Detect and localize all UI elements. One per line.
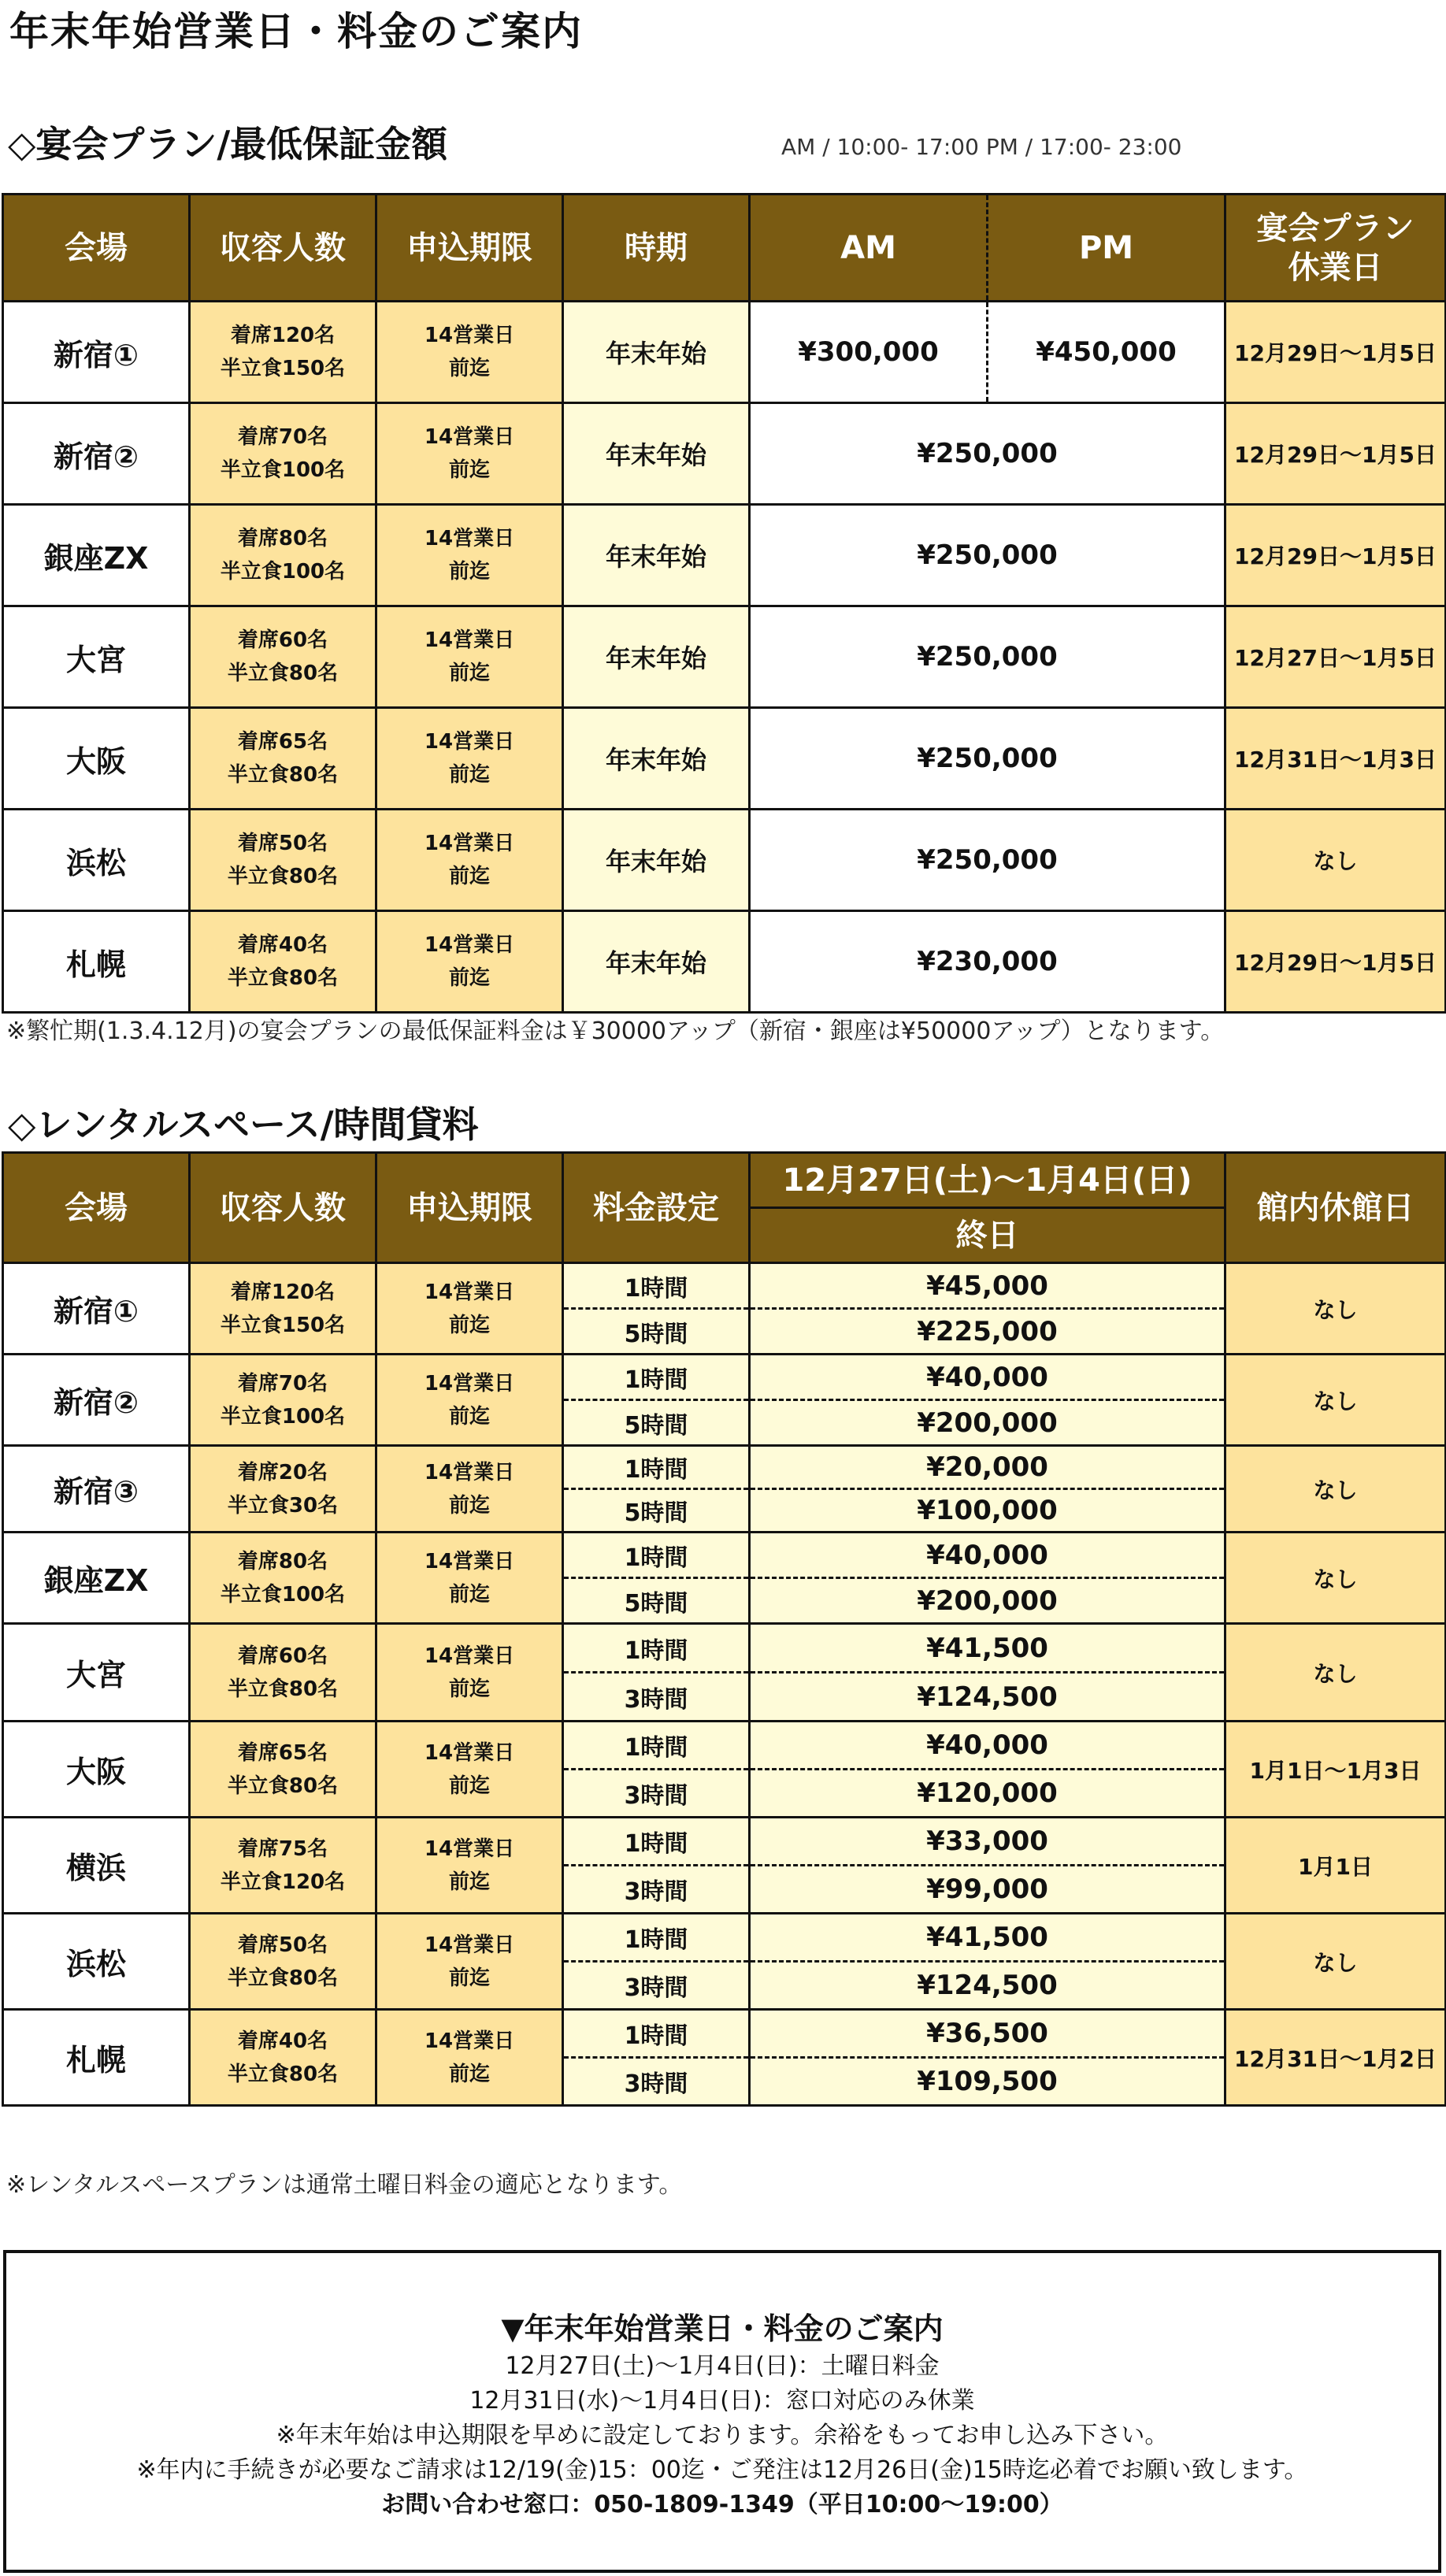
deadline-line1: 14営業日	[424, 1371, 515, 1395]
fee-price: ¥225,000	[750, 1309, 1225, 1355]
fee-duration: 3時間	[563, 1866, 750, 1914]
fee-price: ¥200,000	[750, 1578, 1225, 1624]
deadline-cell	[376, 1533, 563, 1624]
pm-price: ¥450,000	[988, 302, 1225, 403]
deadline-cell	[376, 1624, 563, 1722]
info-line-1: 12月27日(土)〜1月4日(日)：土曜日料金	[505, 2352, 940, 2380]
fee-duration: 1時間	[563, 1263, 750, 1309]
deadline-line1: 14営業日	[424, 628, 515, 652]
capacity-line1: 着席50名	[237, 832, 328, 855]
col-pm: PM	[988, 195, 1225, 302]
deadline-line1: 14営業日	[424, 1837, 515, 1861]
deadline-cell	[376, 1818, 563, 1914]
am-price: ¥300,000	[750, 302, 988, 403]
info-title: ▼年末年始営業日・料金のご案内	[501, 2311, 944, 2346]
capacity-line2: 半立食80名	[227, 966, 339, 990]
deadline-line1: 14営業日	[424, 1549, 515, 1573]
venue-name: 新宿①	[3, 1263, 190, 1355]
deadline-line2: 前迄	[448, 1404, 490, 1429]
venue-name: 大宮	[3, 606, 190, 708]
fee-price: ¥124,500	[750, 1962, 1225, 2010]
fee-duration: 1時間	[563, 1446, 750, 1489]
banquet-holiday: 12月29日〜1月5日	[1225, 302, 1446, 403]
col-period: 時期	[563, 195, 750, 302]
rcol-deadline: 申込期限	[376, 1153, 563, 1263]
rcol-venue: 会場	[3, 1153, 190, 1263]
deadline-cell	[376, 1722, 563, 1818]
info-box	[3, 2250, 1441, 2573]
rental-row	[3, 1914, 1446, 1962]
venue-name: 大宮	[3, 1624, 190, 1722]
rental-row	[3, 1624, 1446, 1673]
fee-duration: 1時間	[563, 1533, 750, 1578]
deadline-line2: 前迄	[448, 1774, 490, 1798]
fee-duration: 5時間	[563, 1578, 750, 1624]
deadline-line1: 14営業日	[424, 730, 515, 754]
deadline-line1: 14営業日	[424, 1460, 515, 1484]
capacity-line1: 着席65名	[237, 730, 328, 754]
capacity-line1: 着席50名	[237, 1933, 328, 1957]
capacity-line2: 半立食80名	[227, 1677, 339, 1701]
page-title: 年末年始営業日・料金のご案内	[9, 9, 583, 54]
deadline-line2: 前迄	[448, 1582, 490, 1607]
rental-closed: 1月1日	[1225, 1818, 1446, 1914]
capacity-line2: 半立食100名	[220, 560, 346, 584]
fee-price: ¥36,500	[750, 2010, 1225, 2058]
capacity-line1: 着席60名	[237, 628, 328, 652]
banquet-header-row	[3, 195, 1446, 302]
rental-row	[3, 2010, 1446, 2058]
capacity-line2: 半立食80名	[227, 865, 339, 888]
venue-name: 銀座ZX	[3, 505, 190, 606]
capacity-line1: 着席20名	[237, 1460, 328, 1484]
banquet-holiday: 12月29日〜1月5日	[1225, 505, 1446, 606]
period-cell: 年末年始	[563, 810, 750, 911]
deadline-line2: 前迄	[448, 1313, 490, 1337]
fee-duration: 1時間	[563, 2010, 750, 2058]
deadline-line2: 前迄	[448, 966, 490, 990]
capacity-cell	[190, 403, 376, 505]
deadline-cell	[376, 2010, 563, 2106]
period-cell: 年末年始	[563, 708, 750, 810]
venue-name: 浜松	[3, 810, 190, 911]
rental-row	[3, 1446, 1446, 1489]
banquet-row	[3, 911, 1446, 1013]
deadline-line1: 14営業日	[424, 832, 515, 855]
capacity-line2: 半立食150名	[220, 1313, 346, 1337]
fee-duration: 1時間	[563, 1722, 750, 1770]
capacity-line1: 着席65名	[237, 1740, 328, 1765]
venue-name: 大阪	[3, 1722, 190, 1818]
capacity-line2: 半立食100名	[220, 1582, 346, 1607]
capacity-line1: 着席40名	[237, 933, 328, 957]
deadline-cell	[376, 403, 563, 505]
rental-closed: なし	[1225, 1533, 1446, 1624]
fee-price: ¥45,000	[750, 1263, 1225, 1309]
fee-duration: 1時間	[563, 1355, 750, 1400]
deadline-cell	[376, 1263, 563, 1355]
fee-price: ¥200,000	[750, 1400, 1225, 1446]
fee-duration: 1時間	[563, 1624, 750, 1673]
venue-name: 横浜	[3, 1818, 190, 1914]
banquet-holiday: 12月31日〜1月3日	[1225, 708, 1446, 810]
banquet-row	[3, 505, 1446, 606]
venue-name: 新宿③	[3, 1446, 190, 1533]
capacity-cell	[190, 810, 376, 911]
col-holiday-line1: 宴会プラン	[1256, 209, 1414, 246]
fee-duration: 5時間	[563, 1489, 750, 1533]
deadline-cell	[376, 911, 563, 1013]
venue-name: 札幌	[3, 911, 190, 1013]
fee-price: ¥33,000	[750, 1818, 1225, 1866]
fee-duration: 1時間	[563, 1818, 750, 1866]
capacity-line1: 着席120名	[230, 324, 336, 347]
deadline-cell	[376, 505, 563, 606]
capacity-cell	[190, 302, 376, 403]
min-price: ¥250,000	[750, 606, 1225, 708]
rental-closed: 12月31日〜1月2日	[1225, 2010, 1446, 2106]
fee-duration: 3時間	[563, 1770, 750, 1818]
period-cell: 年末年始	[563, 911, 750, 1013]
fee-price: ¥109,500	[750, 2058, 1225, 2106]
capacity-line2: 半立食80名	[227, 2062, 339, 2086]
deadline-line1: 14営業日	[424, 527, 515, 550]
capacity-cell	[190, 1722, 376, 1818]
fee-price: ¥40,000	[750, 1355, 1225, 1400]
capacity-cell	[190, 911, 376, 1013]
deadline-line2: 前迄	[448, 662, 490, 685]
rental-row	[3, 1533, 1446, 1578]
deadline-line2: 前迄	[448, 865, 490, 888]
col-am: AM	[750, 195, 988, 302]
deadline-line2: 前迄	[448, 2062, 490, 2086]
deadline-cell	[376, 708, 563, 810]
capacity-cell	[190, 606, 376, 708]
rental-closed: なし	[1225, 1914, 1446, 2010]
rental-closed: なし	[1225, 1624, 1446, 1722]
capacity-line1: 着席70名	[237, 425, 328, 449]
deadline-line1: 14営業日	[424, 933, 515, 957]
venue-name: 浜松	[3, 1914, 190, 2010]
fee-price: ¥100,000	[750, 1489, 1225, 1533]
info-contact: お問い合わせ窓口：050-1809-1349（平日10:00〜19:00）	[381, 2491, 1063, 2519]
capacity-line2: 半立食30名	[227, 1493, 339, 1518]
fee-duration: 5時間	[563, 1400, 750, 1446]
col-holiday	[1225, 195, 1446, 302]
capacity-line2: 半立食80名	[227, 1774, 339, 1798]
deadline-line2: 前迄	[448, 1677, 490, 1701]
deadline-line1: 14営業日	[424, 425, 515, 449]
deadline-line1: 14営業日	[424, 1280, 515, 1304]
capacity-cell	[190, 1263, 376, 1355]
capacity-line1: 着席120名	[230, 1280, 336, 1304]
rental-header-row-1	[3, 1153, 1446, 1208]
venue-name: 札幌	[3, 2010, 190, 2106]
capacity-cell	[190, 505, 376, 606]
deadline-line1: 14営業日	[424, 1933, 515, 1957]
rental-closed: なし	[1225, 1263, 1446, 1355]
venue-name: 新宿②	[3, 403, 190, 505]
banquet-row	[3, 708, 1446, 810]
deadline-cell	[376, 606, 563, 708]
rcol-date-range: 12月27日(土)〜1月4日(日)	[750, 1153, 1225, 1208]
capacity-cell	[190, 708, 376, 810]
banquet-holiday: なし	[1225, 810, 1446, 911]
banquet-row	[3, 810, 1446, 911]
deadline-cell	[376, 1446, 563, 1533]
capacity-line1: 着席70名	[237, 1371, 328, 1395]
col-venue: 会場	[3, 195, 190, 302]
deadline-cell	[376, 1355, 563, 1446]
info-line-2: 12月31日(水)〜1月4日(日)：窓口対応のみ休業	[469, 2387, 975, 2415]
fee-price: ¥40,000	[750, 1533, 1225, 1578]
period-cell: 年末年始	[563, 302, 750, 403]
fee-price: ¥99,000	[750, 1866, 1225, 1914]
deadline-cell	[376, 810, 563, 911]
banquet-holiday: 12月27日〜1月5日	[1225, 606, 1446, 708]
capacity-line2: 半立食80名	[227, 763, 339, 787]
banquet-note: ※繁忙期(1.3.4.12月)の宴会プランの最低保証料金は￥30000アップ（新宿・銀座は¥50000アップ）となります。	[6, 1017, 1225, 1045]
fee-price: ¥41,500	[750, 1914, 1225, 1962]
rental-closed: なし	[1225, 1446, 1446, 1533]
deadline-line2: 前迄	[448, 763, 490, 787]
rental-note: ※レンタルスペースプランは通常土曜日料金の適応となります。	[6, 2171, 683, 2199]
rcol-capacity: 収容人数	[190, 1153, 376, 1263]
capacity-cell	[190, 2010, 376, 2106]
capacity-cell	[190, 1818, 376, 1914]
deadline-cell	[376, 302, 563, 403]
venue-name: 銀座ZX	[3, 1533, 190, 1624]
fee-price: ¥120,000	[750, 1770, 1225, 1818]
banquet-holiday: 12月29日〜1月5日	[1225, 403, 1446, 505]
deadline-line1: 14営業日	[424, 2029, 515, 2053]
rental-closed: 1月1日〜1月3日	[1225, 1722, 1446, 1818]
fee-price: ¥41,500	[750, 1624, 1225, 1673]
capacity-line1: 着席80名	[237, 1549, 328, 1573]
rental-row	[3, 1263, 1446, 1309]
deadline-line2: 前迄	[448, 560, 490, 584]
capacity-cell	[190, 1355, 376, 1446]
rcol-closed: 館内休館日	[1225, 1153, 1446, 1263]
rcol-all-day: 終日	[750, 1208, 1225, 1263]
venue-name: 大阪	[3, 708, 190, 810]
capacity-line1: 着席40名	[237, 2029, 328, 2053]
min-price: ¥250,000	[750, 505, 1225, 606]
info-line-3: ※年末年始は申込期限を早めに設定しております。余裕をもってお申し込み下さい。	[276, 2422, 1169, 2449]
fee-price: ¥40,000	[750, 1722, 1225, 1770]
min-price: ¥250,000	[750, 810, 1225, 911]
banquet-hours: AM / 10:00- 17:00 PM / 17:00- 23:00	[781, 134, 1182, 160]
banquet-holiday: 12月29日〜1月5日	[1225, 911, 1446, 1013]
fee-duration: 3時間	[563, 1673, 750, 1722]
banquet-row	[3, 302, 1446, 403]
fee-price: ¥20,000	[750, 1446, 1225, 1489]
rental-row	[3, 1722, 1446, 1770]
capacity-cell	[190, 1914, 376, 2010]
capacity-line1: 着席80名	[237, 527, 328, 550]
period-cell: 年末年始	[563, 403, 750, 505]
capacity-line2: 半立食100名	[220, 458, 346, 482]
deadline-line2: 前迄	[448, 357, 490, 380]
deadline-cell	[376, 1914, 563, 2010]
capacity-cell	[190, 1446, 376, 1533]
capacity-line1: 着席60名	[237, 1644, 328, 1668]
banquet-table	[2, 193, 1446, 1014]
info-line-4: ※年内に手続きが必要なご請求は12/19(金)15：00迄・ご発注は12月26日(金)15時迄必着でお願い致します。	[136, 2456, 1308, 2484]
capacity-line2: 半立食120名	[220, 1870, 346, 1894]
capacity-line2: 半立食80名	[227, 1966, 339, 1990]
deadline-line2: 前迄	[448, 1493, 490, 1518]
min-price: ¥230,000	[750, 911, 1225, 1013]
deadline-line2: 前迄	[448, 1870, 490, 1894]
fee-price: ¥124,500	[750, 1673, 1225, 1722]
period-cell: 年末年始	[563, 505, 750, 606]
col-deadline: 申込期限	[376, 195, 563, 302]
capacity-line2: 半立食80名	[227, 662, 339, 685]
banquet-row	[3, 606, 1446, 708]
capacity-line1: 着席75名	[237, 1837, 328, 1861]
fee-duration: 3時間	[563, 1962, 750, 2010]
banquet-row	[3, 403, 1446, 505]
capacity-cell	[190, 1624, 376, 1722]
capacity-cell	[190, 1533, 376, 1624]
fee-duration: 5時間	[563, 1309, 750, 1355]
rental-row	[3, 1355, 1446, 1400]
deadline-line1: 14営業日	[424, 1644, 515, 1668]
banquet-section-title: ◇宴会プラン/最低保証金額	[8, 123, 448, 165]
rental-section-title: ◇レンタルスペース/時間貸料	[8, 1103, 479, 1146]
deadline-line1: 14営業日	[424, 1740, 515, 1765]
col-holiday-line2: 休業日	[1288, 249, 1383, 286]
min-price: ¥250,000	[750, 403, 1225, 505]
period-cell: 年末年始	[563, 606, 750, 708]
rental-row	[3, 1818, 1446, 1866]
rental-closed: なし	[1225, 1355, 1446, 1446]
capacity-line2: 半立食150名	[220, 357, 346, 380]
rcol-fee-setting: 料金設定	[563, 1153, 750, 1263]
min-price: ¥250,000	[750, 708, 1225, 810]
deadline-line1: 14営業日	[424, 324, 515, 347]
deadline-line2: 前迄	[448, 458, 490, 482]
capacity-line2: 半立食100名	[220, 1404, 346, 1429]
fee-duration: 1時間	[563, 1914, 750, 1962]
venue-name: 新宿①	[3, 302, 190, 403]
col-capacity: 収容人数	[190, 195, 376, 302]
deadline-line2: 前迄	[448, 1966, 490, 1990]
venue-name: 新宿②	[3, 1355, 190, 1446]
rental-table	[2, 1151, 1446, 2107]
fee-duration: 3時間	[563, 2058, 750, 2106]
